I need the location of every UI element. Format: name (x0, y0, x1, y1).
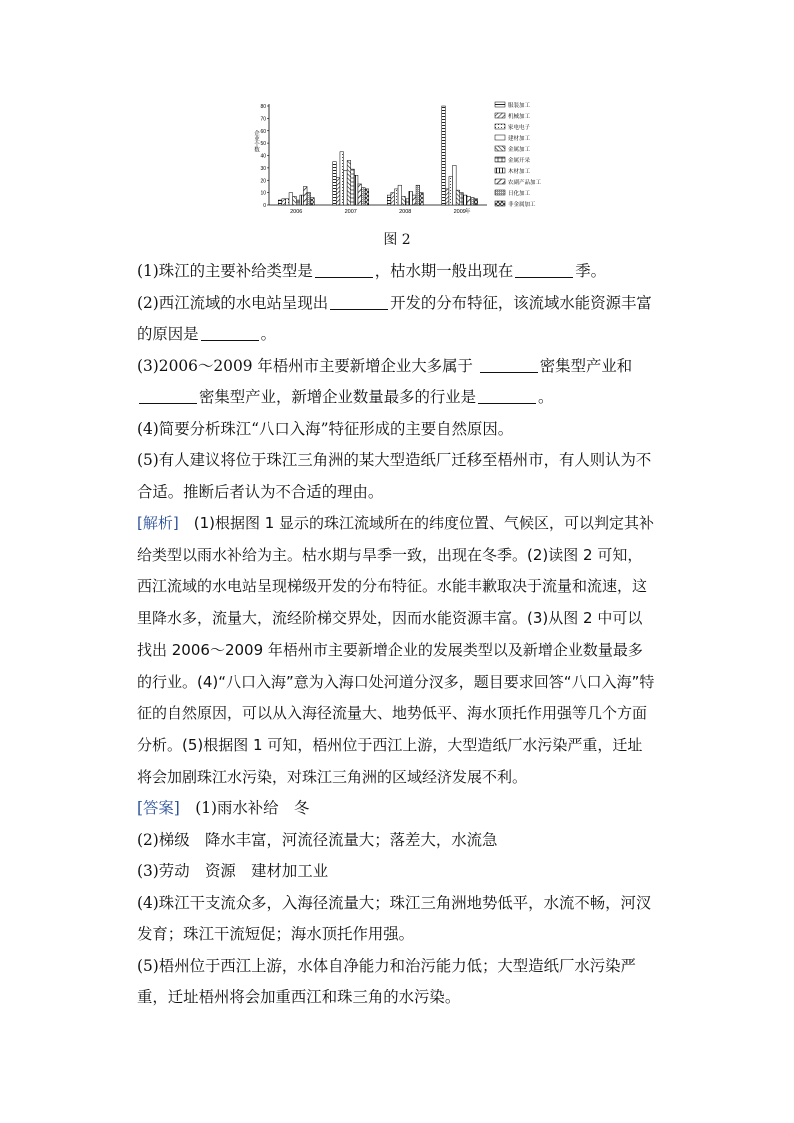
answers-section (137, 793, 657, 1014)
bar (307, 193, 311, 205)
bar (398, 185, 402, 205)
legend-swatch (495, 190, 505, 195)
legend-swatch (495, 179, 505, 184)
question-text: 季。 (575, 262, 607, 280)
y-axis-label: 企业个数 (253, 130, 259, 152)
bar (391, 193, 395, 205)
legend-label: 家电电子 (508, 125, 531, 131)
x-axis-label: 年 (465, 209, 471, 215)
bar (402, 196, 406, 205)
bar (453, 165, 457, 205)
bar (344, 170, 348, 205)
bar (405, 199, 409, 205)
enterprise-bar-chart (252, 100, 552, 222)
legend-swatch (495, 102, 505, 107)
bar (333, 162, 337, 205)
legend-swatch (495, 135, 505, 140)
bar (412, 195, 416, 205)
answer-blank[interactable] (480, 358, 538, 373)
bar (394, 189, 398, 205)
bar (445, 189, 449, 205)
y-tick-label: 40 (260, 153, 266, 160)
bar (409, 191, 413, 205)
answer-1-text: (1)雨水补给 冬 (179, 799, 310, 818)
answer-blank[interactable] (330, 295, 388, 310)
answer-blank[interactable] (515, 263, 573, 278)
question-list (137, 256, 657, 508)
y-tick-label: 20 (260, 178, 266, 185)
answer-blank[interactable] (315, 263, 373, 278)
question-text: ，枯水期一般出现在 (374, 262, 514, 280)
analysis-paragraph (137, 508, 657, 793)
answer-5: (5)梧州位于西江上游，水体自净能力和治污能力低；大型造纸厂水污染严重，迁址梧州将会加重西江和珠三角的水污染。 (137, 956, 636, 1007)
legend-swatch (495, 201, 505, 206)
x-tick-label: 2009 (453, 209, 466, 215)
legend-swatch (495, 124, 505, 129)
legend-label: 日化加工 (508, 191, 531, 197)
answer-3: (3)劳动 资源 建材加工业 (137, 862, 329, 881)
question-text: (1)珠江的主要补给类型是 (137, 262, 313, 280)
y-tick-label: 10 (260, 190, 266, 197)
bar (311, 198, 315, 205)
bar (365, 189, 369, 205)
legend-label: 服装加工 (508, 103, 531, 109)
bar (278, 200, 282, 205)
question-text: (5)有人建议将位于珠江三角洲的某大型造纸厂迁移至梧州市，有人则认为不合适。推断后者认为不合适的理由。 (137, 451, 652, 501)
analysis-tag: [解析] (137, 514, 179, 532)
bar (416, 185, 420, 205)
question-2 (137, 288, 657, 351)
bar (449, 177, 453, 205)
y-tick-label: 80 (260, 104, 266, 110)
question-4 (137, 414, 657, 446)
bar (354, 175, 358, 205)
bar (467, 196, 471, 205)
answer-blank[interactable] (201, 326, 259, 341)
question-text: (4)简要分析珠江“八口入海”特征形成的主要自然原因。 (137, 419, 514, 438)
bar (358, 184, 362, 205)
bar-chart-figure (252, 100, 552, 222)
bar (336, 178, 340, 205)
question-text: 密集型产业和 (539, 356, 633, 375)
legend-label: 机械加工 (508, 114, 531, 120)
answer-1 (137, 793, 657, 825)
legend-label: 建材加工 (508, 136, 531, 142)
y-tick-label: 50 (260, 141, 266, 148)
analysis-text: (1)根据图 1 显示的珠江流域所在的纬度位置、气候区，可以判定其补给类型以雨水补给为主。枯水期与旱季一致，出现在冬季。(2)读图 2 可知，西江流域的水电站呈现梯级开发的分布特征。水能丰歉取决于流量和流速，这里降水多，流量大，流经阶梯交界处，因而水能资源丰富。(3)从图 2 中可以找出 2006～2009 年梧州市主要新增企业的发展类型以及新增企业数量最多的行业。(4)“八口入海”意为入海口处河道分汊多，题目要求回答“八口入海”特征的自然原因，可以从入海径流量大、地势低平、海水顶托作用强等几个方面分析。(5)根据图 1 可知，梧州位于西江上游，大型造纸厂水污染严重，迁址将会加剧珠江水污染，对珠江三角洲的区域经济发展不利。 (137, 514, 655, 786)
question-5 (137, 445, 657, 508)
legend-swatch (495, 113, 505, 118)
bar (362, 188, 366, 205)
y-tick-label: 0 (263, 203, 266, 209)
legend-label: 木材加工 (508, 169, 531, 175)
answer-tag: [答案] (137, 799, 180, 818)
question-content (137, 256, 657, 1014)
bar (460, 193, 464, 205)
bar (296, 200, 300, 205)
y-tick-label: 70 (260, 116, 266, 123)
legend-swatch (495, 168, 505, 173)
x-tick-label: 2008 (399, 209, 412, 215)
bar (347, 160, 351, 205)
legend-label: 金属加工 (508, 147, 531, 153)
legend-label: 农副产品加工 (508, 180, 542, 186)
bar (387, 195, 391, 205)
bar (340, 152, 344, 205)
bar (474, 199, 478, 205)
x-tick-label: 2006 (290, 209, 303, 215)
legend-label: 非金属加工 (508, 202, 536, 208)
answer-2: (2)梯级 降水丰富，河流径流量大；落差大，水流急 (137, 830, 498, 849)
y-tick-label: 60 (260, 128, 266, 135)
question-3 (137, 351, 657, 414)
answer-blank[interactable] (139, 389, 197, 404)
question-text: 密集型产业，新增企业数量最多的行业是 (199, 388, 477, 406)
bar (471, 198, 475, 205)
figure-caption: 图 2 (383, 232, 411, 248)
bar (456, 190, 460, 205)
bar (285, 199, 289, 205)
bar (303, 186, 307, 205)
answer-4: (4)珠江干支流众多，入海径流量大；珠江三角洲地势低平，水流不畅，河汊发育；珠江干流短促；海水顶托作用强。 (137, 893, 652, 944)
question-text: 。 (538, 388, 554, 406)
question-text: (2)西江流域的水电站呈现出 (137, 293, 329, 312)
bar (420, 193, 424, 205)
bar (442, 106, 446, 205)
bar (282, 199, 286, 205)
question-1 (137, 256, 657, 288)
legend-label: 金属开采 (508, 158, 531, 164)
answer-blank[interactable] (478, 389, 536, 404)
bar (289, 193, 293, 205)
bar (351, 169, 355, 205)
legend-swatch (495, 157, 505, 162)
y-tick-label: 30 (260, 165, 266, 172)
bar (463, 195, 467, 205)
bar (300, 195, 304, 205)
bar (293, 196, 297, 205)
question-text: 。 (260, 325, 276, 343)
question-text: 开发的分布特征，该流域水能资源丰富的原因是 (137, 293, 652, 343)
x-tick-label: 2007 (344, 209, 357, 215)
legend-swatch (495, 146, 505, 151)
question-text: (3)2006～2009 年梧州市主要新增企业大多属于 (137, 356, 478, 375)
